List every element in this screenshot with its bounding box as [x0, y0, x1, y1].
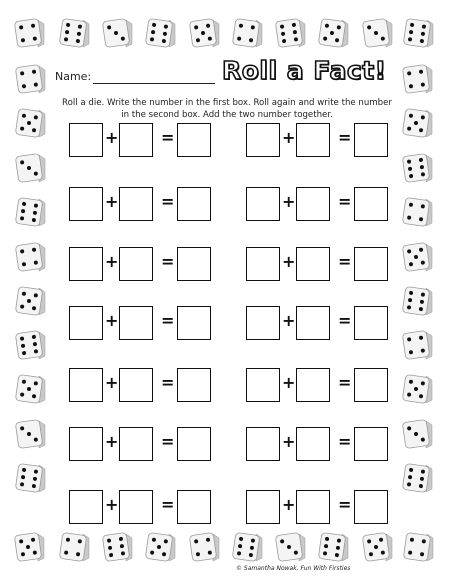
dice-icon — [360, 528, 396, 564]
addend-box-1[interactable] — [246, 247, 280, 281]
dice-icon — [273, 14, 309, 50]
sum-box[interactable] — [177, 187, 211, 221]
dice-icon — [13, 149, 49, 185]
dice-icon — [230, 14, 266, 50]
addend-box-2[interactable] — [296, 427, 330, 461]
addend-box-2[interactable] — [119, 123, 153, 157]
sum-box[interactable] — [354, 490, 388, 524]
dice-icon — [400, 326, 436, 362]
equals-sign: = — [338, 432, 352, 451]
addend-box-1[interactable] — [69, 306, 103, 340]
dice-icon — [57, 528, 93, 564]
addend-box-2[interactable] — [119, 490, 153, 524]
dice-icon — [401, 14, 437, 50]
dice-icon — [13, 459, 49, 495]
equals-sign: = — [338, 192, 352, 211]
instructions: Roll a die. Write the number in the first box. Roll again and write the number in the second box. Add the two number together. — [62, 98, 392, 120]
dice-icon — [13, 60, 49, 96]
equals-sign: = — [338, 128, 352, 147]
addend-box-1[interactable] — [69, 123, 103, 157]
plus-sign: + — [105, 373, 119, 392]
plus-sign: + — [105, 192, 119, 211]
dice-icon — [400, 238, 436, 274]
dice-icon — [400, 415, 436, 451]
plus-sign: + — [282, 373, 296, 392]
dice-icon — [12, 528, 48, 564]
equals-sign: = — [161, 432, 175, 451]
sum-box[interactable] — [354, 368, 388, 402]
addend-box-2[interactable] — [296, 187, 330, 221]
dice-icon — [13, 415, 49, 451]
equals-sign: = — [161, 192, 175, 211]
addend-box-1[interactable] — [69, 368, 103, 402]
dice-icon — [100, 528, 136, 564]
addend-box-1[interactable] — [69, 187, 103, 221]
dice-icon — [13, 104, 49, 140]
addend-box-1[interactable] — [246, 368, 280, 402]
dice-icon — [13, 238, 49, 274]
addend-box-2[interactable] — [119, 187, 153, 221]
sum-box[interactable] — [177, 306, 211, 340]
addend-box-2[interactable] — [296, 306, 330, 340]
sum-box[interactable] — [354, 306, 388, 340]
sum-box[interactable] — [354, 123, 388, 157]
addend-box-1[interactable] — [69, 247, 103, 281]
sum-box[interactable] — [177, 247, 211, 281]
addend-box-2[interactable] — [119, 247, 153, 281]
dice-icon — [400, 282, 436, 318]
addend-box-1[interactable] — [246, 490, 280, 524]
dice-icon — [316, 14, 352, 50]
addend-box-2[interactable] — [119, 427, 153, 461]
dice-icon — [13, 370, 49, 406]
dice-icon — [187, 528, 223, 564]
equals-sign: = — [338, 311, 352, 330]
equals-sign: = — [338, 252, 352, 271]
dice-icon — [187, 14, 223, 50]
addend-box-2[interactable] — [296, 490, 330, 524]
addend-box-1[interactable] — [246, 123, 280, 157]
dice-icon — [273, 528, 309, 564]
addend-box-1[interactable] — [246, 427, 280, 461]
dice-icon — [401, 528, 437, 564]
plus-sign: + — [105, 128, 119, 147]
sum-box[interactable] — [177, 368, 211, 402]
addend-box-1[interactable] — [69, 427, 103, 461]
sum-box[interactable] — [354, 187, 388, 221]
equals-sign: = — [161, 252, 175, 271]
dice-icon — [143, 14, 179, 50]
dice-icon — [100, 14, 136, 50]
plus-sign: + — [105, 432, 119, 451]
plus-sign: + — [105, 311, 119, 330]
equals-sign: = — [161, 495, 175, 514]
sum-box[interactable] — [354, 247, 388, 281]
addend-box-1[interactable] — [69, 490, 103, 524]
dice-icon — [57, 14, 93, 50]
dice-icon — [13, 326, 49, 362]
addend-box-2[interactable] — [119, 368, 153, 402]
equals-sign: = — [161, 128, 175, 147]
plus-sign: + — [105, 495, 119, 514]
name-row — [55, 67, 225, 87]
sum-box[interactable] — [177, 123, 211, 157]
dice-icon — [400, 370, 436, 406]
dice-icon — [360, 14, 396, 50]
addend-box-2[interactable] — [296, 123, 330, 157]
plus-sign: + — [282, 192, 296, 211]
name-line[interactable] — [93, 83, 215, 84]
page-title: Roll a Fact! — [222, 56, 387, 85]
plus-sign: + — [105, 252, 119, 271]
dice-icon — [400, 149, 436, 185]
dice-icon — [230, 528, 266, 564]
dice-icon — [143, 528, 179, 564]
plus-sign: + — [282, 432, 296, 451]
addend-box-2[interactable] — [119, 306, 153, 340]
sum-box[interactable] — [354, 427, 388, 461]
dice-icon — [12, 14, 48, 50]
plus-sign: + — [282, 495, 296, 514]
addend-box-1[interactable] — [246, 306, 280, 340]
plus-sign: + — [282, 128, 296, 147]
dice-icon — [400, 193, 436, 229]
addend-box-2[interactable] — [296, 368, 330, 402]
dice-icon — [400, 459, 436, 495]
dice-icon — [400, 104, 436, 140]
plus-sign: + — [282, 311, 296, 330]
sum-box[interactable] — [177, 427, 211, 461]
dice-icon — [400, 60, 436, 96]
name-label: Name: — [55, 70, 92, 83]
equals-sign: = — [338, 373, 352, 392]
dice-icon — [13, 282, 49, 318]
equals-sign: = — [338, 495, 352, 514]
addend-box-1[interactable] — [246, 187, 280, 221]
sum-box[interactable] — [177, 490, 211, 524]
addend-box-2[interactable] — [296, 247, 330, 281]
dice-icon — [316, 528, 352, 564]
plus-sign: + — [282, 252, 296, 271]
equals-sign: = — [161, 311, 175, 330]
dice-icon — [13, 193, 49, 229]
copyright-footer: © Samantha Nowak, Fun With Firsties — [236, 565, 351, 572]
equals-sign: = — [161, 373, 175, 392]
